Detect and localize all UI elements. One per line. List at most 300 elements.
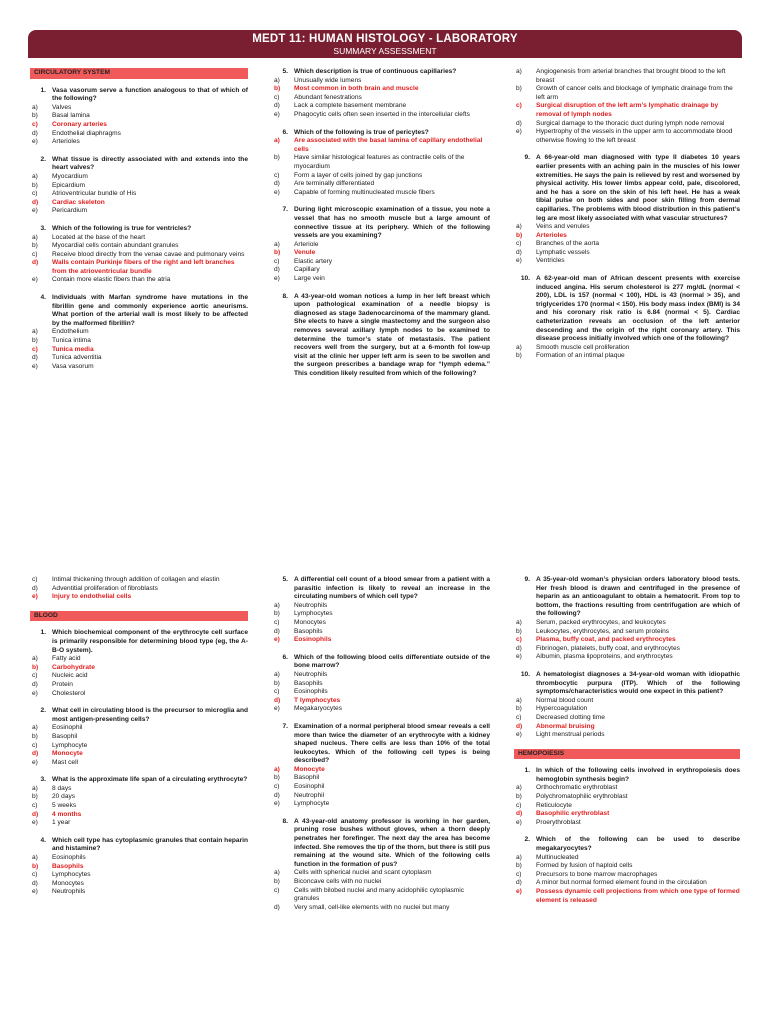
question-stem	[272, 293, 490, 379]
answer-option	[514, 628, 740, 637]
option-text: Receive blood directly from the venae cavae and pulmonary veins	[52, 250, 245, 258]
option-text: Tunica media	[52, 345, 94, 353]
question-number: 3.	[40, 224, 46, 232]
question-stem	[272, 576, 490, 602]
document-subtitle: SUMMARY ASSESSMENT	[333, 46, 437, 56]
question-stem	[272, 206, 490, 240]
answer-option	[30, 690, 248, 699]
correct-answer-option	[30, 593, 248, 602]
option-text: Nucleic acid	[52, 672, 88, 680]
answer-option	[514, 731, 740, 740]
question-item	[30, 629, 248, 698]
answer-option	[514, 697, 740, 706]
question-stem	[30, 225, 248, 234]
option-letter: d)	[32, 354, 38, 362]
answer-option	[30, 880, 248, 889]
option-letter: a)	[32, 724, 38, 732]
option-text: Arterioles	[536, 231, 567, 239]
option-text: Monocytes	[294, 618, 326, 626]
answer-option	[272, 172, 490, 181]
answer-option	[514, 344, 740, 353]
correct-answer-option	[514, 723, 740, 732]
option-text: Angiogenesis from arterial branches that brought blood to the left breast	[536, 68, 726, 84]
question-number: 1.	[40, 629, 46, 637]
option-letter: a)	[32, 655, 38, 663]
option-text: Eosinophil	[52, 724, 83, 732]
correct-answer-option	[514, 102, 740, 119]
option-letter: d)	[32, 259, 39, 267]
answer-option	[272, 77, 490, 86]
option-text: Neutrophil	[294, 791, 325, 799]
option-text: Normal blood count	[536, 696, 594, 704]
option-text: Abundant fenestrations	[294, 93, 362, 101]
answer-option	[272, 180, 490, 189]
option-text: Cells with bilobed nuclei and many acidophilic cytoplasmic granules	[294, 886, 465, 903]
option-text: Neutrophils	[52, 888, 86, 896]
option-letter: d)	[274, 696, 281, 704]
option-text: Eosinophils	[294, 688, 328, 696]
option-text: Eosinophil	[294, 783, 325, 791]
answer-option	[30, 207, 248, 216]
option-text: Arterioles	[52, 138, 80, 146]
option-letter: a)	[274, 601, 280, 609]
option-letter: a)	[32, 172, 38, 180]
option-text: Leukocytes, erythrocytes, and serum proteins	[536, 627, 670, 635]
answer-option	[272, 680, 490, 689]
answer-option	[30, 819, 248, 828]
option-text: Surgical damage to the thoracic duct during lymph node removal	[536, 119, 725, 127]
option-text: Surgical disruption of the left arm’s lymphatic drainage by removal of lymph nodes	[536, 102, 719, 118]
option-text: Hypertrophy of the vessels in the upper arm to accommodate blood otherwise flowing to the left breast	[536, 128, 733, 144]
answer-option	[30, 182, 248, 191]
answer-option	[514, 619, 740, 628]
option-letter: d)	[32, 198, 39, 206]
answer-option	[30, 742, 248, 751]
option-text: Lymphocyte	[52, 741, 88, 749]
question-number: 10.	[520, 670, 530, 678]
section-heading: HEMOPOIESIS	[514, 749, 740, 760]
option-text: Located at the base of the heart	[52, 233, 146, 241]
question-number: 9.	[524, 576, 530, 583]
option-text: Fatty acid	[52, 655, 81, 663]
option-letter: a)	[274, 869, 280, 877]
answer-option	[514, 120, 740, 129]
option-text: Branches of the aorta	[536, 240, 600, 248]
answer-option	[514, 249, 740, 258]
answer-option	[30, 576, 248, 585]
answer-option	[272, 154, 490, 171]
question-stem	[272, 129, 490, 138]
option-text: Lymphocytes	[294, 610, 333, 618]
answer-option	[514, 128, 740, 145]
option-text: Vasa vasorum	[52, 362, 94, 370]
question-stem	[514, 576, 740, 619]
header-banner	[28, 30, 742, 58]
option-text: Atrioventricular bundle of His	[52, 190, 137, 198]
option-text: Basophils	[294, 679, 323, 687]
answer-option	[30, 138, 248, 147]
option-letter: b)	[274, 878, 280, 885]
option-letter: b)	[516, 793, 522, 801]
question-item	[272, 68, 490, 120]
answer-option	[30, 759, 248, 768]
option-letter: d)	[274, 627, 280, 635]
option-text: Mast cell	[52, 758, 79, 766]
question-stem	[30, 156, 248, 173]
option-text: A minor but normal formed element found in the circulation	[536, 879, 707, 887]
option-letter: a)	[516, 696, 522, 704]
answer-option	[514, 705, 740, 714]
section-heading: BLOOD	[30, 611, 248, 622]
option-text: Growth of cancer cells and blockage of lymphatic drainage from the left arm	[536, 85, 733, 101]
column-5	[272, 576, 490, 921]
answer-option	[272, 94, 490, 103]
option-letter: e)	[516, 818, 522, 826]
option-text: Lymphatic vessels	[536, 248, 590, 256]
answer-option	[272, 688, 490, 697]
option-letter: c)	[32, 250, 38, 258]
option-text: Ventricles	[536, 257, 565, 265]
option-text: Myocardial cells contain abundant granules	[52, 242, 179, 250]
question-text: A 66-year-old man diagnosed with type II diabetes 10 years earlier presents with an aching pain in the muscles of his lower extremities. He says the pain is relieved by rest and worsened by physical activity. His lower limbs appear cold, pale, discolored, and he has a sore on the skin of his left heel. He has a weak tibial pulse on both sides and poor skin filling from dermal capillaries. The problems with blood distribution in this patient’s leg are most likely associated with what vascular structures?	[536, 154, 740, 222]
option-letter: c)	[32, 802, 38, 810]
option-letter: e)	[274, 275, 280, 283]
answer-option	[30, 173, 248, 182]
option-text: Arteriole	[294, 240, 319, 248]
option-text: Neutrophils	[294, 601, 328, 609]
option-letter: b)	[32, 732, 38, 740]
option-letter: e)	[32, 819, 38, 827]
answer-option	[514, 854, 740, 863]
question-item	[272, 129, 490, 198]
option-text: Tunica adventitia	[52, 354, 102, 362]
answer-option	[30, 242, 248, 251]
option-letter: b)	[274, 249, 281, 257]
answer-option	[272, 869, 490, 878]
question-number: 4.	[40, 294, 46, 302]
option-text: Are terminally differentiated	[294, 180, 375, 188]
answer-option	[30, 888, 248, 897]
answer-option	[272, 266, 490, 275]
option-text: Albumin, plasma lipoproteins, and erythrocytes	[536, 653, 673, 661]
option-letter: c)	[516, 801, 522, 809]
option-letter: a)	[516, 223, 522, 231]
option-text: Protein	[52, 680, 73, 688]
option-letter: d)	[516, 810, 523, 818]
question-text: A 43-year-old anatomy professor is working in her garden, pruning rose bushes without gloves, when a thorn deeply penetrates her forefinger. The next day the area has become infected. She removes the tip of the thorn, but there is still pus remaining at the wound site. Which of the following cells function in the formation of pus?	[294, 817, 491, 868]
answer-option	[514, 879, 740, 888]
correct-answer-option	[272, 697, 490, 706]
option-letter: a)	[516, 618, 522, 626]
option-letter: b)	[32, 337, 38, 345]
option-letter: a)	[32, 784, 38, 792]
option-letter: b)	[32, 181, 38, 189]
option-letter: e)	[32, 758, 38, 766]
answer-option	[272, 241, 490, 250]
correct-answer-option	[30, 346, 248, 355]
option-letter: d)	[274, 102, 280, 110]
correct-answer-option	[30, 121, 248, 130]
option-letter: b)	[274, 85, 281, 93]
answer-option	[272, 705, 490, 714]
question-stem	[30, 294, 248, 328]
answer-option	[514, 240, 740, 249]
option-text: Abnormal bruising	[536, 722, 595, 730]
question-stem	[272, 68, 490, 77]
option-letter: c)	[516, 636, 522, 644]
question-text: Which of the following is true for ventricles?	[52, 224, 192, 232]
answer-option	[30, 724, 248, 733]
answer-option	[514, 653, 740, 662]
option-text: Capable of forming multinucleated muscle fibers	[294, 188, 435, 196]
question-text: During light microscopic examination of a tissue, you note a vessel that has no smooth muscle but a large amount of connective tissue at its periphery. Which of the following vessels are you examining?	[294, 206, 490, 240]
question-text: In which of the following cells involved in erythropoiesis does hemoglobin synthesis begin?	[536, 767, 740, 783]
question-text: What cell in circulating blood is the precursor to microglia and most antigen-presenting cells?	[52, 707, 249, 723]
answer-option	[272, 258, 490, 267]
option-letter: d)	[274, 266, 280, 274]
answer-option	[30, 793, 248, 802]
question-item	[30, 294, 248, 371]
question-number: 6.	[282, 128, 288, 136]
question-number: 5.	[282, 576, 288, 583]
option-letter: e)	[32, 276, 38, 284]
option-text: Plasma, buffy coat, and packed erythrocytes	[536, 636, 676, 644]
option-text: Orthochromatic erythroblast	[536, 784, 618, 792]
option-text: Fibrinogen, platelets, buffy coat, and erythrocytes	[536, 644, 680, 652]
document-title: MEDT 11: HUMAN HISTOLOGY - LABORATORY	[252, 33, 518, 45]
option-text: Very small, cell-like elements with no nuclei but many	[294, 903, 450, 911]
answer-option	[272, 628, 490, 637]
question-item	[514, 154, 740, 266]
question-item	[514, 671, 740, 740]
option-letter: d)	[516, 722, 523, 730]
option-text: Eosinophils	[52, 854, 86, 862]
option-letter: d)	[274, 791, 280, 799]
answer-option	[514, 714, 740, 723]
question-item	[30, 776, 248, 828]
question-stem	[514, 836, 740, 853]
question-stem	[30, 776, 248, 785]
option-letter: d)	[32, 584, 38, 592]
question-continuation	[30, 576, 248, 602]
question-stem	[272, 723, 490, 766]
option-text: Pericardium	[52, 207, 88, 215]
correct-answer-option	[30, 811, 248, 820]
answer-option	[30, 585, 248, 594]
answer-option	[30, 130, 248, 139]
option-text: Cardiac skeleton	[52, 198, 105, 206]
question-stem	[30, 707, 248, 724]
option-letter: a)	[32, 233, 38, 241]
option-letter: c)	[274, 171, 280, 179]
option-letter: e)	[32, 138, 38, 146]
option-text: 1 year	[52, 819, 71, 827]
answer-option	[514, 68, 740, 85]
option-text: Capillary	[294, 266, 320, 274]
answer-option	[30, 337, 248, 346]
option-text: Formation of an intimal plaque	[536, 352, 625, 360]
answer-option	[30, 234, 248, 243]
option-letter: e)	[32, 888, 38, 896]
question-text: Which biochemical component of the erythrocyte cell surface is primarily responsible for determining blood type (eg, the A-B-O system).	[52, 629, 248, 654]
option-letter: b)	[32, 242, 38, 250]
correct-answer-option	[30, 199, 248, 208]
option-text: Monocytes	[52, 879, 84, 887]
question-stem	[272, 654, 490, 671]
option-letter: d)	[32, 750, 39, 758]
option-letter: d)	[32, 879, 38, 887]
question-item	[272, 206, 490, 283]
option-letter: b)	[32, 663, 39, 671]
answer-option	[514, 793, 740, 802]
answer-option	[272, 610, 490, 619]
option-text: Endothelium	[52, 328, 89, 336]
option-letter: b)	[32, 862, 39, 870]
option-text: Large vein	[294, 275, 325, 283]
column-3	[514, 68, 740, 370]
option-letter: b)	[516, 231, 523, 239]
option-letter: b)	[274, 774, 280, 782]
option-letter: e)	[274, 800, 280, 808]
option-letter: d)	[516, 644, 522, 652]
question-number: 8.	[282, 292, 288, 300]
answer-option	[514, 819, 740, 828]
option-letter: c)	[274, 688, 280, 696]
question-text: A differential cell count of a blood smear from a patient with a parasitic infection is likely to reveal an increase in the circulating numbers of which cell type?	[294, 576, 490, 601]
question-number: 8.	[282, 817, 288, 825]
answer-option	[514, 802, 740, 811]
option-letter: a)	[274, 137, 280, 145]
question-text: What tissue is directly associated with and extends into the heart valves?	[52, 155, 248, 172]
question-stem	[272, 818, 490, 870]
option-letter: e)	[274, 110, 280, 118]
question-text: Examination of a normal peripheral blood smear reveals a cell more than twice the diameter of an erythrocyte with a kidney shaped nucleus. There cells are less than 10% of the total leukocytes. Which of the following cell types is being described?	[294, 722, 490, 765]
option-letter: b)	[516, 705, 522, 713]
option-letter: c)	[516, 713, 522, 721]
answer-option	[514, 645, 740, 654]
answer-option	[30, 190, 248, 199]
option-letter: e)	[32, 593, 38, 601]
option-text: Basophil	[294, 774, 320, 782]
question-text: A 43-year-old woman notices a lump in her left breast which upon pathological examination of a needle biopsy is diagnosed as stage 3adenocarcinoma of the mammary gland. She elects to have a single mastectomy and the surgeon also removes several axillary lymph nodes to be examined to determine the tumor’s state of metastasis. The patient recovers well from the surgery, but at a 6-month fol low-up visit at the clinic her upper left arm is seen to be swollen and the surgeon prescribes a bandage wrap for “lymph edema.” This condition likely resulted from which of the following?	[294, 292, 490, 377]
option-text: Basophils	[52, 862, 84, 870]
option-text: Lack a complete basement membrane	[294, 102, 407, 110]
option-letter: e)	[516, 128, 522, 136]
answer-option	[272, 783, 490, 792]
option-text: Walls contain Purkinje fibers of the right and left branches from the atrioventricular bundle	[52, 259, 235, 275]
question-item	[514, 275, 740, 361]
question-item	[514, 836, 740, 905]
option-text: Possess dynamic cell projections from which one type of formed element is released	[536, 888, 740, 904]
option-text: Carbohydrate	[52, 663, 95, 671]
option-letter: c)	[32, 576, 38, 583]
option-letter: c)	[274, 618, 280, 626]
question-text: What is the approximate life span of a circulating erythrocyte?	[52, 776, 248, 784]
option-letter: c)	[32, 672, 38, 680]
question-stem	[30, 87, 248, 104]
answer-option	[30, 251, 248, 260]
option-letter: e)	[274, 636, 280, 644]
option-letter: a)	[274, 240, 280, 248]
option-letter: c)	[274, 783, 280, 791]
option-text: Reticulocyte	[536, 801, 572, 809]
answer-option	[30, 672, 248, 681]
option-text: Neutrophils	[294, 670, 328, 678]
option-text: Adventitial proliferation of fibroblasts	[52, 584, 158, 592]
answer-option	[514, 871, 740, 880]
column-2	[272, 68, 490, 388]
option-text: Myocardium	[52, 172, 88, 180]
option-letter: a)	[32, 854, 38, 862]
option-text: Are associated with the basal lamina of capillary endothelial cells	[294, 137, 483, 153]
option-text: Coronary arteries	[52, 120, 107, 128]
option-text: Polychromatophilic erythroblast	[536, 793, 628, 801]
option-letter: e)	[32, 689, 38, 697]
option-text: Form a layer of cells joined by gap junctions	[294, 171, 423, 179]
option-letter: c)	[274, 257, 280, 265]
option-text: Eosinophils	[294, 636, 332, 644]
option-letter: e)	[516, 653, 522, 661]
option-letter: b)	[32, 793, 38, 801]
option-letter: b)	[274, 154, 280, 162]
option-letter: a)	[516, 853, 522, 861]
answer-option	[30, 112, 248, 121]
answer-option	[514, 352, 740, 361]
option-letter: a)	[274, 76, 280, 84]
option-letter: d)	[516, 879, 522, 887]
option-letter: b)	[32, 112, 38, 120]
column-6	[514, 576, 740, 914]
question-item	[514, 767, 740, 827]
correct-answer-option	[514, 888, 740, 905]
answer-option	[514, 257, 740, 266]
option-text: Serum, packed erythrocytes, and leukocytes	[536, 618, 666, 626]
option-letter: d)	[32, 680, 38, 688]
option-text: Endothelial diaphragms	[52, 129, 121, 137]
option-text: Basophilic erythroblast	[536, 810, 610, 818]
option-letter: d)	[516, 119, 522, 127]
option-letter: b)	[516, 627, 522, 635]
option-letter: c)	[32, 741, 38, 749]
option-letter: b)	[516, 862, 522, 870]
option-letter: d)	[32, 129, 38, 137]
section-heading: CIRCULATORY SYSTEM	[30, 68, 248, 79]
question-stem	[514, 275, 740, 344]
option-letter: d)	[274, 180, 280, 188]
correct-answer-option	[272, 137, 490, 154]
answer-option	[272, 774, 490, 783]
option-text: 5 weeks	[52, 802, 77, 810]
option-letter: a)	[516, 343, 522, 351]
answer-option	[272, 189, 490, 198]
option-text: Lymphocyte	[294, 800, 330, 808]
answer-option	[272, 878, 490, 887]
option-letter: c)	[274, 886, 280, 894]
option-text: Monocyte	[52, 750, 83, 758]
option-text: Contain more elastic fibers than the atria	[52, 276, 171, 284]
answer-option	[30, 104, 248, 113]
answer-option	[272, 102, 490, 111]
option-text: Have similar histological features as contractile cells of the myocardium	[294, 154, 465, 170]
option-text: Phagocytic cells often seen inserted in the intercellular clefts	[294, 110, 470, 118]
answer-option	[514, 223, 740, 232]
question-stem	[514, 767, 740, 784]
option-letter: e)	[516, 257, 522, 265]
option-text: Proerythroblast	[536, 818, 581, 826]
question-stem	[30, 837, 248, 854]
option-text: Biconcave cells with no nuclei	[294, 878, 382, 885]
question-number: 9.	[524, 154, 530, 162]
